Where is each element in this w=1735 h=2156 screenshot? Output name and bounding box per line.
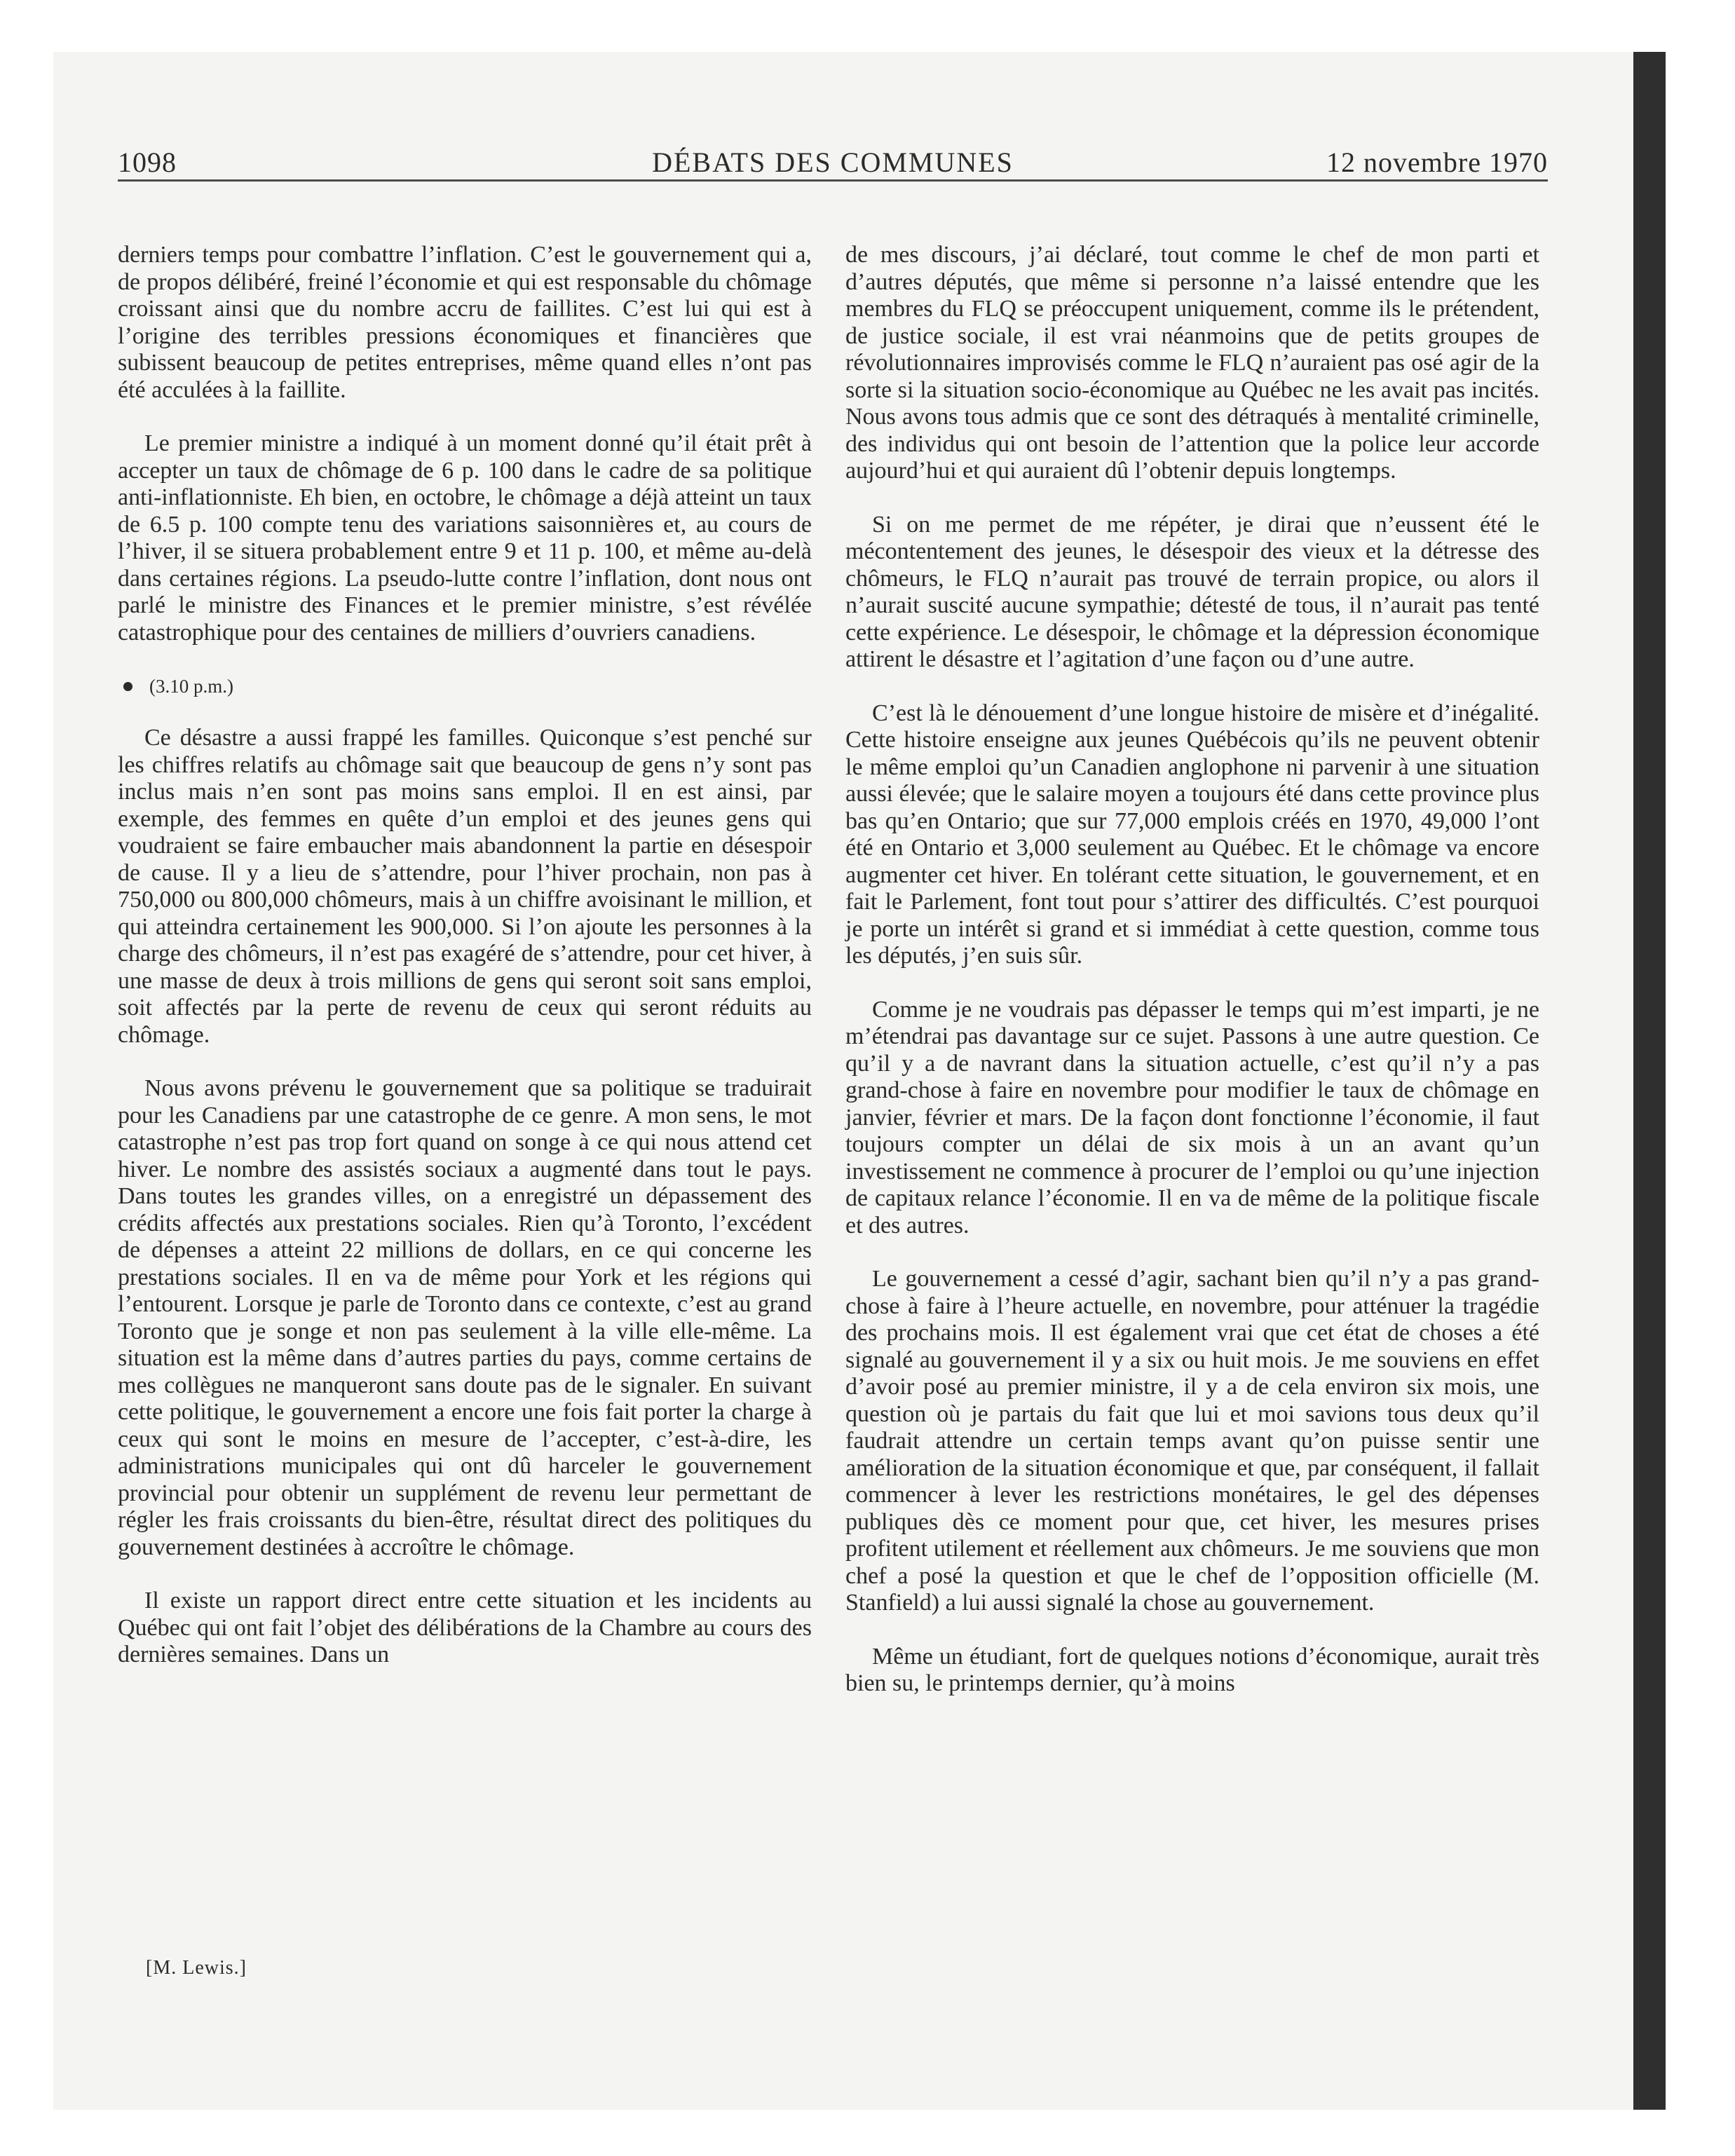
bullet-icon: [123, 682, 132, 691]
right-column: [845, 242, 1539, 1724]
scan-edge-bar: [1633, 52, 1666, 2110]
left-column: [118, 242, 812, 1696]
paragraph: Il existe un rapport direct entre cette situation et les incidents au Québec qui ont fait l’objet des délibérations de la Chambre au cours des dernières semaines. Dans un: [118, 1588, 812, 1667]
paragraph: Ce désastre a aussi frappé les familles. Quiconque s’est penché sur les chiffres relatifs au chômage sait que beaucoup de gens n’y sont pas inclus mais n’en sont pas moins sans emploi. Il en est ainsi, par exemple, des femmes en quête d’un emploi et des jeunes gens qui voudraient se faire embaucher mais abandonnent la partie en désespoir de cause. Il y a lieu de s’attendre, pour l’hiver prochain, non pas à 750,000 ou 800,000 chômeurs, mais à un chiffre avoisinant le million, et qui atteindra certainement les 900,000. Si l’on ajoute les personnes à la charge des chômeurs, il n’est pas exagéré de s’attendre, pour cet hiver, à une masse de deux à trois millions de gens qui seront soit sans emploi, soit affectés par la perte de revenu de ceux qui seront réduits au chômage.: [118, 725, 812, 1048]
speaker-attribution: [M. Lewis.]: [146, 1957, 247, 1979]
page-date: 12 novembre 1970: [1326, 146, 1548, 178]
timestamp-marker: [118, 673, 812, 700]
paragraph: Nous avons prévenu le gouvernement que sa politique se traduirait pour les Canadiens par une catastrophe de ce genre. A mon sens, le mot catastrophe n’est pas trop fort quand on songe à ce qui nous attend cet hiver. Le nombre des assistés sociaux a augmenté dans tout le pays. Dans toutes les grandes villes, on a enregistré un dépassement des crédits affectés aux prestations sociales. Rien qu’à Toronto, l’excédent de dépenses a atteint 22 millions de dollars, en ce qui concerne les prestations sociales. Il en va de même pour York et les régions qui l’entourent. Lorsque je parle de Toronto dans ce contexte, c’est au grand Toronto que je songe et non pas seulement à la ville elle-même. La situation est la même dans d’autres parties du pays, comme certains de mes collègues ne manqueront sans doute pas de le signaler. En suivant cette politique, le gouvernement a encore une fois fait porter la charge à ceux qui sont le moins en mesure de l’accepter, c’est-à-dire, les administrations municipales qui ont dû harceler le gouvernement provincial pour obtenir un supplément de revenu leur permettant de régler les frais croissants du bien-être, résultat direct des politiques du gouvernement destinées à accroître le chômage.: [118, 1075, 812, 1560]
timestamp-text: (3.10 p.m.): [149, 676, 233, 697]
page-header: [118, 139, 1548, 182]
paragraph: Le gouvernement a cessé d’agir, sachant bien qu’il n’y a pas grand-chose à faire à l’heure actuelle, en novembre, pour atténuer la tragédie des prochains mois. Il est également vrai que cet état de choses a été signalé au gouvernement il y a six ou huit mois. Je me souviens en effet d’avoir posé au premier ministre, il y a de cela environ six mois, une question où je partais du fait que lui et moi savions tous deux qu’il faudrait attendre un certain temps avant qu’on puisse sentir une amélioration de la situation économique et que, par conséquent, il fallait commencer à lever les restrictions monétaires, le gel des dépenses publiques dès ce moment pour que, cet hiver, les mesures prises profitent utilement et réellement aux chômeurs. Je me souviens que mon chef a posé la question et que le chef de l’opposition officielle (M. Stanfield) a lui aussi signalé la chose au gouvernement.: [845, 1266, 1539, 1616]
paragraph: Comme je ne voudrais pas dépasser le temps qui m’est imparti, je ne m’étendrai pas davantage sur ce sujet. Passons à une autre question. Ce qu’il y a de navrant dans la situation actuelle, c’est qu’il n’y a pas grand-chose à faire en novembre pour modifier le taux de chômage en janvier, février et mars. De la façon dont fonctionne l’économie, il faut toujours compter un délai de six mois à un an avant qu’un investissement ne commence à procurer de l’emploi ou qu’une injection de capitaux relance l’économie. Il en va de même de la politique fiscale et des autres.: [845, 996, 1539, 1239]
journal-title: DÉBATS DES COMMUNES: [652, 146, 1014, 178]
paragraph: derniers temps pour combattre l’inflation. C’est le gouvernement qui a, de propos délibéré, freiné l’économie et qui est responsable du chômage croissant ainsi que du nombre accru de faillites. C’est lui qui est à l’origine des terribles pressions économiques et financières que subissent beaucoup de petites entreprises, même quand elles n’ont pas été acculées à la faillite.: [118, 242, 812, 403]
paragraph: Si on me permet de me répéter, je dirai que n’eussent été le mécontentement des jeunes, le désespoir des vieux et la détresse des chômeurs, le FLQ n’aurait pas trouvé de terrain propice, ou alors il n’aurait suscité aucune sympathie; détesté de tous, il n’aurait pas tenté cette expérience. Le désespoir, le chômage et la dépression économique attirent le désastre et l’agitation d’une façon ou d’une autre.: [845, 511, 1539, 672]
page-number: 1098: [118, 146, 177, 178]
paragraph: Même un étudiant, fort de quelques notions d’économique, aurait très bien su, le printemps dernier, qu’à moins: [845, 1643, 1539, 1696]
header-rule: [118, 179, 1548, 182]
paragraph: C’est là le dénouement d’une longue histoire de misère et d’inégalité. Cette histoire enseigne aux jeunes Québécois qu’ils ne peuvent obtenir le même emploi qu’un Canadien anglophone ni parvenir à une situation aussi élevée; que le salaire moyen a toujours été dans cette province plus bas qu’en Ontario; que sur 77,000 emplois créés en 1970, 49,000 l’ont été en Ontario et 3,000 seulement au Québec. Et le chômage va encore augmenter cet hiver. En tolérant cette situation, le gouvernement, et en fait le Parlement, font tout pour s’attirer des difficultés. C’est pourquoi je porte un intérêt si grand et si immédiat à cette question, comme tous les députés, j’en suis sûr.: [845, 700, 1539, 969]
paragraph: de mes discours, j’ai déclaré, tout comme le chef de mon parti et d’autres députés, que même si personne n’a laissé entendre que les membres du FLQ se préoccupent uniquement, comme ils le prétendent, de justice sociale, il est vrai néanmoins que de petits groupes de révolutionnaires improvisés comme le FLQ n’auraient pas osé agir de la sorte si la situation socio-économique au Québec ne les avait pas incités. Nous avons tous admis que ce sont des détraqués à mentalité criminelle, des individus qui ont besoin de l’attention que la police leur accorde aujourd’hui et qui auraient dû l’obtenir depuis longtemps.: [845, 242, 1539, 484]
paragraph: Le premier ministre a indiqué à un moment donné qu’il était prêt à accepter un taux de chômage de 6 p. 100 dans le cadre de sa politique anti-inflationniste. Eh bien, en octobre, le chômage a déjà atteint un taux de 6.5 p. 100 compte tenu des variations saisonnières et, au cours de l’hiver, il se situera probablement entre 9 et 11 p. 100, et même au-delà dans certaines régions. La pseudo-lutte contre l’inflation, dont nous ont parlé le ministre des Finances et le premier ministre, s’est révélée catastrophique pour des centaines de milliers d’ouvriers canadiens.: [118, 430, 812, 646]
